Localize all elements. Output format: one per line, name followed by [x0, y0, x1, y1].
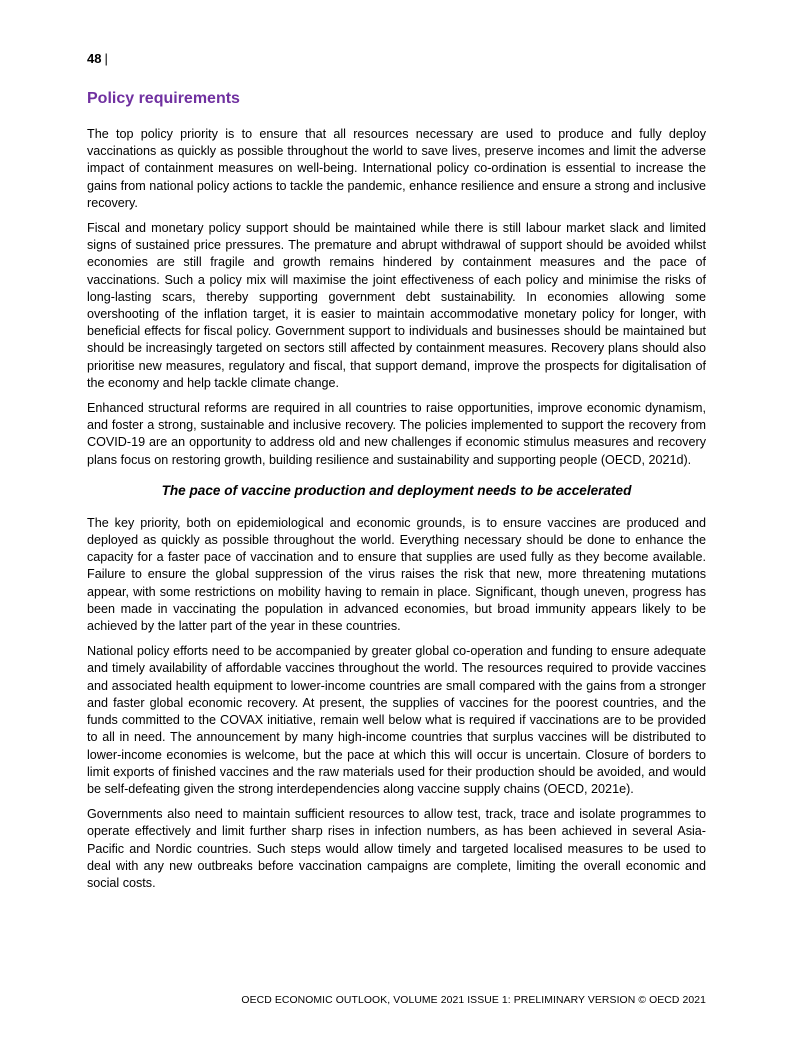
subheading-vaccine-pace: The pace of vaccine production and deployment needs to be accelerated: [161, 482, 632, 498]
paragraph-test-track-trace: Governments also need to maintain sufficient resources to allow test, track, trace and isolate programmes to operate effectively and limit further sharp rises in infection numbers, as has been achieved in several Asia-Pacific and Nordic countries. Such steps would allow timely and targeted localised measures to be used to deal with any new outbreaks before vaccination campaigns are complete, limiting the overall economic and social costs.: [87, 807, 706, 890]
page-footer: OECD ECONOMIC OUTLOOK, VOLUME 2021 ISSUE 1: PRELIMINARY VERSION © OECD 2021: [241, 995, 706, 1006]
main-content: [87, 126, 706, 900]
paragraph-policy-priority: The top policy priority is to ensure that all resources necessary are used to produce and fully deploy vaccinations as quickly as possible throughout the world to save lives, preserve incomes and limit the adverse impact of containment measures on well-being. International policy co-ordination is essential to increase the gains from national policy actions to tackle the pandemic, enhance resilience and ensure a strong and inclusive recovery.: [87, 127, 706, 210]
page-number-value: 48: [87, 51, 102, 66]
paragraph-key-priority: The key priority, both on epidemiological and economic grounds, is to ensure vaccines are produced and deployed as quickly as possible throughout the world. Everything necessary should be done to enhance the capacity for a faster pace of vaccination and to ensure that supplies are used fully as they become available. Failure to ensure the global suppression of the virus raises the risk that new, more threatening mutations appear, with some restrictions on mobility having to remain in place. Significant, though uneven, progress has been made in vaccinating the population in advanced economies, but broad immunity appears likely to be achieved by the latter part of the year in these countries.: [87, 515, 706, 634]
page-number: [87, 51, 108, 67]
paragraph-global-cooperation: National policy efforts need to be accompanied by greater global co-operation and funding to ensure adequate and timely availability of affordable vaccines throughout the world. The resources required to provide vaccines and associated health equipment to lower-income countries are small compared with the gains from a stronger and faster global economic recovery. At present, the supplies of vaccines for the poorest countries, and the funds committed to the COVAX initiative, remain well below what is required if vaccinations are to be provided to all in need. The announcement by many high-income countries that surplus vaccines will be distributed to lower-income economies is welcome, but the pace at which this will occur is uncertain. Closure of borders to limit exports of finished vaccines and the raw materials used for their production should be avoided, and would be self-defeating given the strong interdependencies along vaccine supply chains (OECD, 2021e).: [87, 644, 706, 796]
paragraph-fiscal-monetary: Fiscal and monetary policy support should be maintained while there is still labour market slack and limited signs of sustained price pressures. The premature and abrupt withdrawal of support should be avoided whilst economies are still fragile and growth remains hindered by containment measures and the pace of vaccinations. Such a policy mix will maximise the joint effectiveness of each policy and minimise the risks of long-lasting scars, thereby supporting government debt sustainability. In economies allowing some overshooting of the inflation target, it is easier to maintain accommodative monetary policy for longer, with beneficial effects for fiscal policy. Government support to individuals and businesses should be maintained but should be increasingly targeted on sectors still affected by containment measures. Recovery plans should also prioritise new measures, regulatory and fiscal, that support demand, improve the prospects for digitalisation of the economy and help tackle climate change.: [87, 221, 706, 390]
page-number-separator: |: [104, 51, 108, 66]
section-title: Policy requirements: [87, 90, 240, 107]
paragraph-structural-reforms: Enhanced structural reforms are required in all countries to raise opportunities, improve economic dynamism, and foster a strong, sustainable and inclusive recovery. The policies implemented to support the recovery from COVID-19 are an opportunity to address old and new challenges if economic stimulus measures and recovery plans focus on restoring growth, building resilience and sustainability and supporting people (OECD, 2021d).: [87, 401, 706, 467]
